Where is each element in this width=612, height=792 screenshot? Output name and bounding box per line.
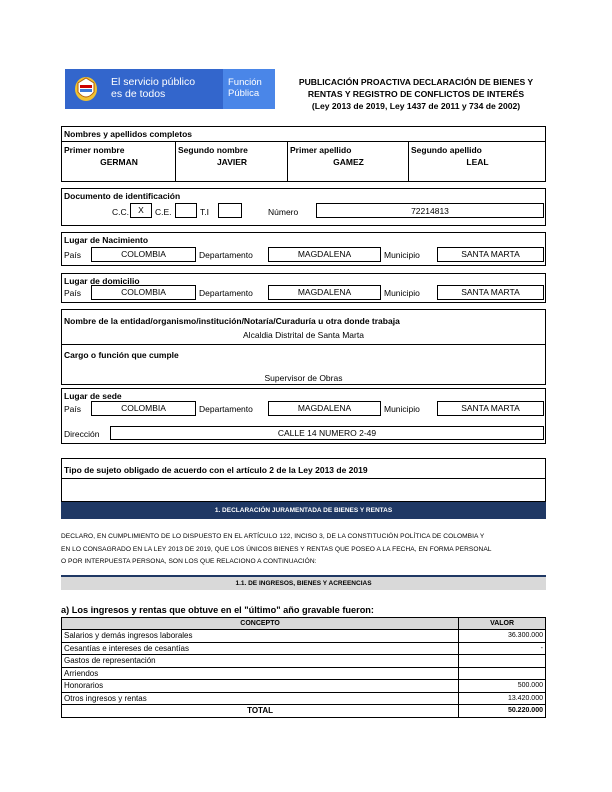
birth-country-label: País [64,250,82,260]
names-section-label: Nombres y apellidos completos [64,129,193,139]
first-name-label: Primer nombre [64,145,125,155]
entity-divider [62,344,545,345]
table-row [62,692,546,705]
table-row [62,667,546,680]
concept-cell: Arriendos [62,667,459,680]
cc-label: C.C. [112,207,129,217]
second-surname-label: Segundo apellido [411,145,482,155]
birth-country-field[interactable]: COLOMBIA [91,247,196,262]
concept-cell: Honorarios [62,680,459,693]
total-value: 50.220.000 [459,705,546,718]
total-label: TOTAL [62,705,459,718]
office-municipality-field[interactable]: SANTA MARTA [437,401,544,416]
birth-department-label: Departamento [199,250,253,260]
value-cell [459,667,546,680]
number-label: Número [268,207,299,217]
income-heading: a) Los ingresos y rentas que obtuve en el "último" año gravable fueron: [61,605,374,615]
declaration-banner: 1. DECLARACIÓN JURAMENTADA DE BIENES Y RENTAS [61,502,546,519]
subject-type-divider [62,478,545,479]
cc-checkbox[interactable]: X [130,203,152,218]
entity-section-label: Nombre de la entidad/organismo/institución/Notaría/Curaduría u otra donde trabaja [64,316,400,326]
ce-checkbox[interactable] [175,203,197,218]
birth-section-label: Lugar de Nacimiento [64,235,149,245]
first-surname-label: Primer apellido [290,145,352,155]
birth-municipality-label: Municipio [384,250,420,260]
names-divider [62,141,545,142]
entity-name-value: Alcaldia Distrital de Santa Marta [243,330,364,340]
birth-municipality-field[interactable]: SANTA MARTA [437,247,544,262]
value-cell: 500.000 [459,680,546,693]
second-name-label: Segundo nombre [178,145,248,155]
office-department-field[interactable]: MAGDALENA [268,401,381,416]
table-row [62,655,546,668]
concept-column-header: CONCEPTO [62,618,459,630]
logo-main-text: El servicio público es de todos [111,76,196,100]
home-country-label: País [64,288,82,298]
logo-side-panel: Función Pública [223,69,275,109]
address-label: Dirección [64,429,100,439]
names-col-line-2 [287,141,288,181]
home-department-field[interactable]: MAGDALENA [268,285,381,300]
subject-type-label: Tipo de sujeto obligado de acuerdo con el artículo 2 de la Ley 2013 de 2019 [64,465,368,475]
office-department-label: Departamento [199,404,253,414]
first-surname-value: GAMEZ [333,157,364,167]
office-section-label: Lugar de sede [64,391,122,401]
document-section-label: Documento de identificación [64,191,181,201]
second-name-value: JAVIER [216,157,248,167]
table-row [62,630,546,643]
table-row [62,642,546,655]
second-surname-value: LEAL [466,157,489,167]
total-row [62,705,546,718]
value-cell [459,655,546,668]
income-table-header [62,618,546,630]
value-column-header: VALOR [459,618,546,630]
birth-department-field[interactable]: MAGDALENA [268,247,381,262]
ce-label: C.E. [155,207,172,217]
government-logo [65,69,275,109]
home-department-label: Departamento [199,288,253,298]
concept-cell: Otros ingresos y rentas [62,692,459,705]
income-table [61,617,546,718]
coat-of-arms-icon [71,74,101,104]
home-municipality-label: Municipio [384,288,420,298]
home-section-label: Lugar de domicilio [64,276,140,286]
concept-cell: Cesantías e intereses de cesantías [62,642,459,655]
address-field[interactable]: CALLE 14 NUMERO 2-49 [110,426,544,440]
document-title: PUBLICACIÓN PROACTIVA DECLARACIÓN DE BIENES Y RENTAS Y REGISTRO DE CONFLICTOS DE INTERÉS (Ley 2013 de 2019, Ley 1437 de 2011 y 734 de 2002) [298,77,534,111]
income-assets-banner: 1.1. DE INGRESOS, BIENES Y ACREENCIAS [61,577,546,590]
concept-cell: Gastos de representación [62,655,459,668]
concept-cell: Salarios y demás ingresos laborales [62,630,459,643]
office-country-field[interactable]: COLOMBIA [91,401,196,416]
first-name-value: GERMAN [100,157,138,167]
names-col-line-3 [408,141,409,181]
value-cell: 13.420.000 [459,692,546,705]
document-number-field[interactable]: 72214813 [316,203,544,218]
ti-checkbox[interactable] [218,203,242,218]
value-cell: - [459,642,546,655]
value-cell: 36.300.000 [459,630,546,643]
home-municipality-field[interactable]: SANTA MARTA [437,285,544,300]
home-country-field[interactable]: COLOMBIA [91,285,196,300]
position-value: Supervisor de Obras [264,373,343,383]
ti-label: T.I [200,207,209,217]
declaration-text: DECLARO, EN CUMPLIMIENTO DE LO DISPUESTO EN EL ARTÍCULO 122, INCISO 3, DE LA CONSTITUCIÓN POLÍTICA DE COLOMBIA Y EN LO CONSAGRADO EN LA LEY 2013 DE 2019, QUE LOS ÚNICOS BIENES Y RENTAS QUE POSEO A LA FECHA, EN FORMA PERSONAL O POR INTERPUESTA PERSONA, SON LOS QUE RELACIONO A CONTINUACIÓN: [61,533,492,565]
table-row [62,680,546,693]
office-municipality-label: Municipio [384,404,420,414]
position-label: Cargo o función que cumple [64,350,179,360]
office-country-label: País [64,404,82,414]
names-col-line-1 [175,141,176,181]
